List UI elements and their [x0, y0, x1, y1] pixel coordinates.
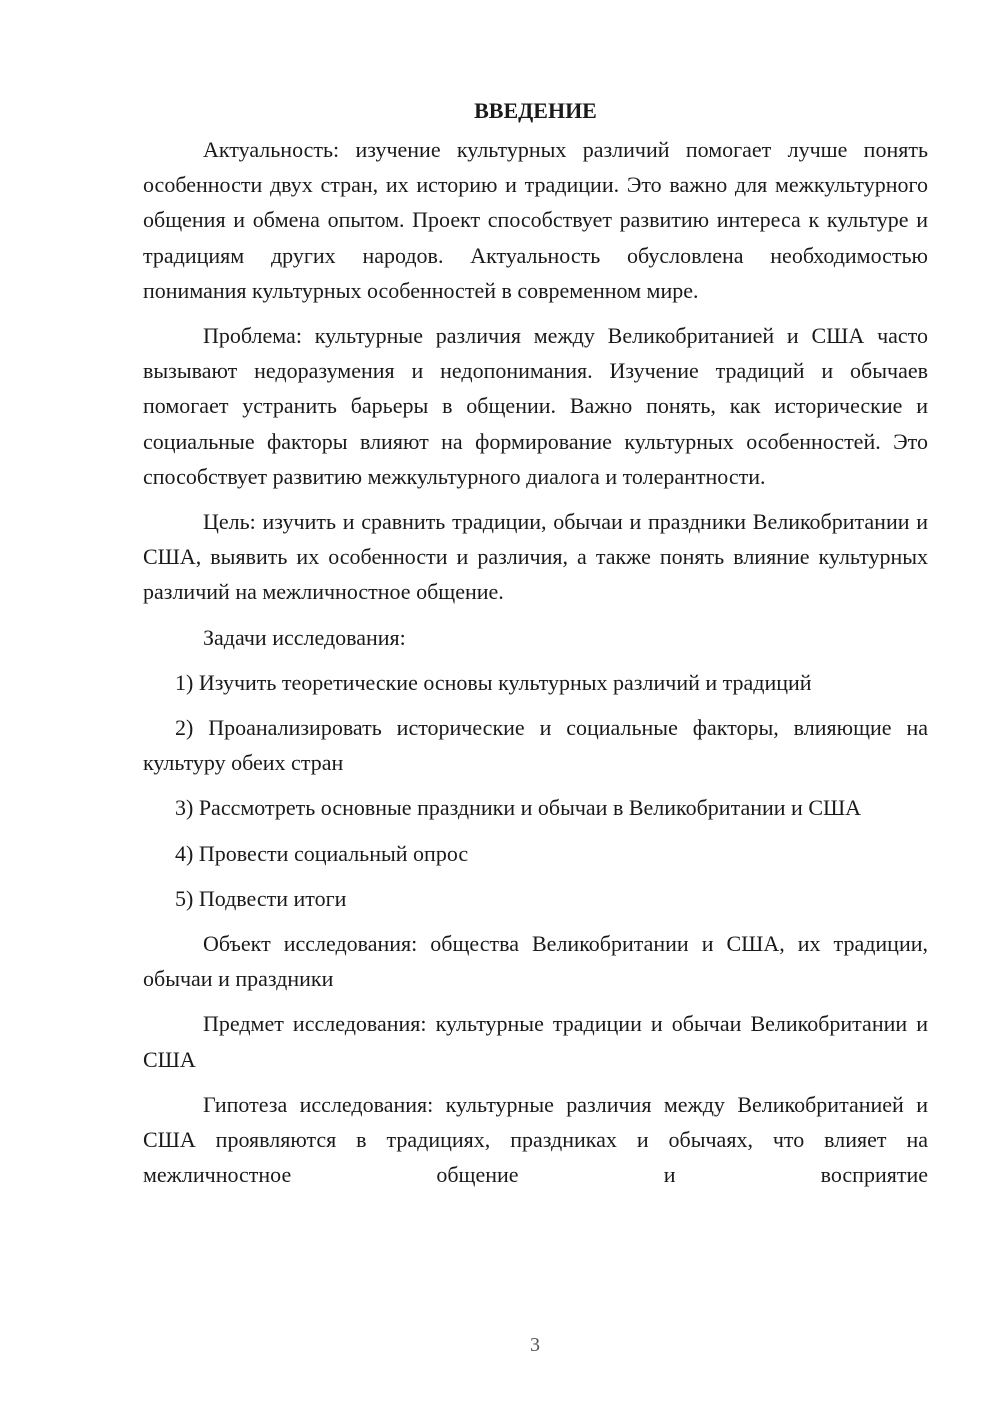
object-paragraph: Объект исследования: общества Великобритании и США, их традиции, обычаи и праздники: [143, 931, 928, 992]
hypothesis-paragraph: Гипотеза исследования: культурные различия между Великобританией и США проявляются в традициях, праздниках и обычаях, что влияет на межличностное общение и восприятие: [143, 1091, 928, 1188]
document-page: [143, 96, 928, 1192]
tasks-heading: Задачи исследования:: [203, 624, 406, 650]
task-item-3: 3) Рассмотреть основные праздники и обычаи в Великобритании и США: [175, 795, 862, 821]
problem-paragraph: Проблема: культурные различия между Великобританией и США часто вызывают недоразумения и недопонимания. Изучение традиций и обычаев помогает устранить барьеры в общении. Важно понять, как исторические и социальные факторы влияют на формирование культурных особенностей. Это способствует развитию межкультурного диалога и толерантности.: [143, 323, 928, 489]
task-item-1: 1) Изучить теоретические основы культурных различий и традиций: [175, 669, 812, 695]
section-heading: ВВЕДЕНИЕ: [474, 98, 597, 123]
task-item-5: 5) Подвести итоги: [175, 885, 347, 911]
relevance-paragraph: Актуальность: изучение культурных различий помогает лучше понять особенности двух стран, их историю и традиции. Это важно для межкультурного общения и обмена опытом. Проект способствует развитию интереса к культуре и традициям других народов. Актуальность обусловлена необходимостью понимания культурных особенностей в современном мире.: [143, 137, 928, 303]
task-item-4: 4) Провести социальный опрос: [175, 840, 469, 866]
subject-paragraph: Предмет исследования: культурные традиции и обычаи Великобритании и США: [143, 1011, 928, 1072]
goal-paragraph: Цель: изучить и сравнить традиции, обычаи и праздники Великобритании и США, выявить их особенности и различия, а также понять влияние культурных различий на межличностное общение.: [143, 509, 928, 605]
page-number: 3: [530, 1334, 540, 1356]
task-item-2: 2) Проанализировать исторические и социальные факторы, влияющие на культуру обеих стран: [143, 715, 928, 776]
